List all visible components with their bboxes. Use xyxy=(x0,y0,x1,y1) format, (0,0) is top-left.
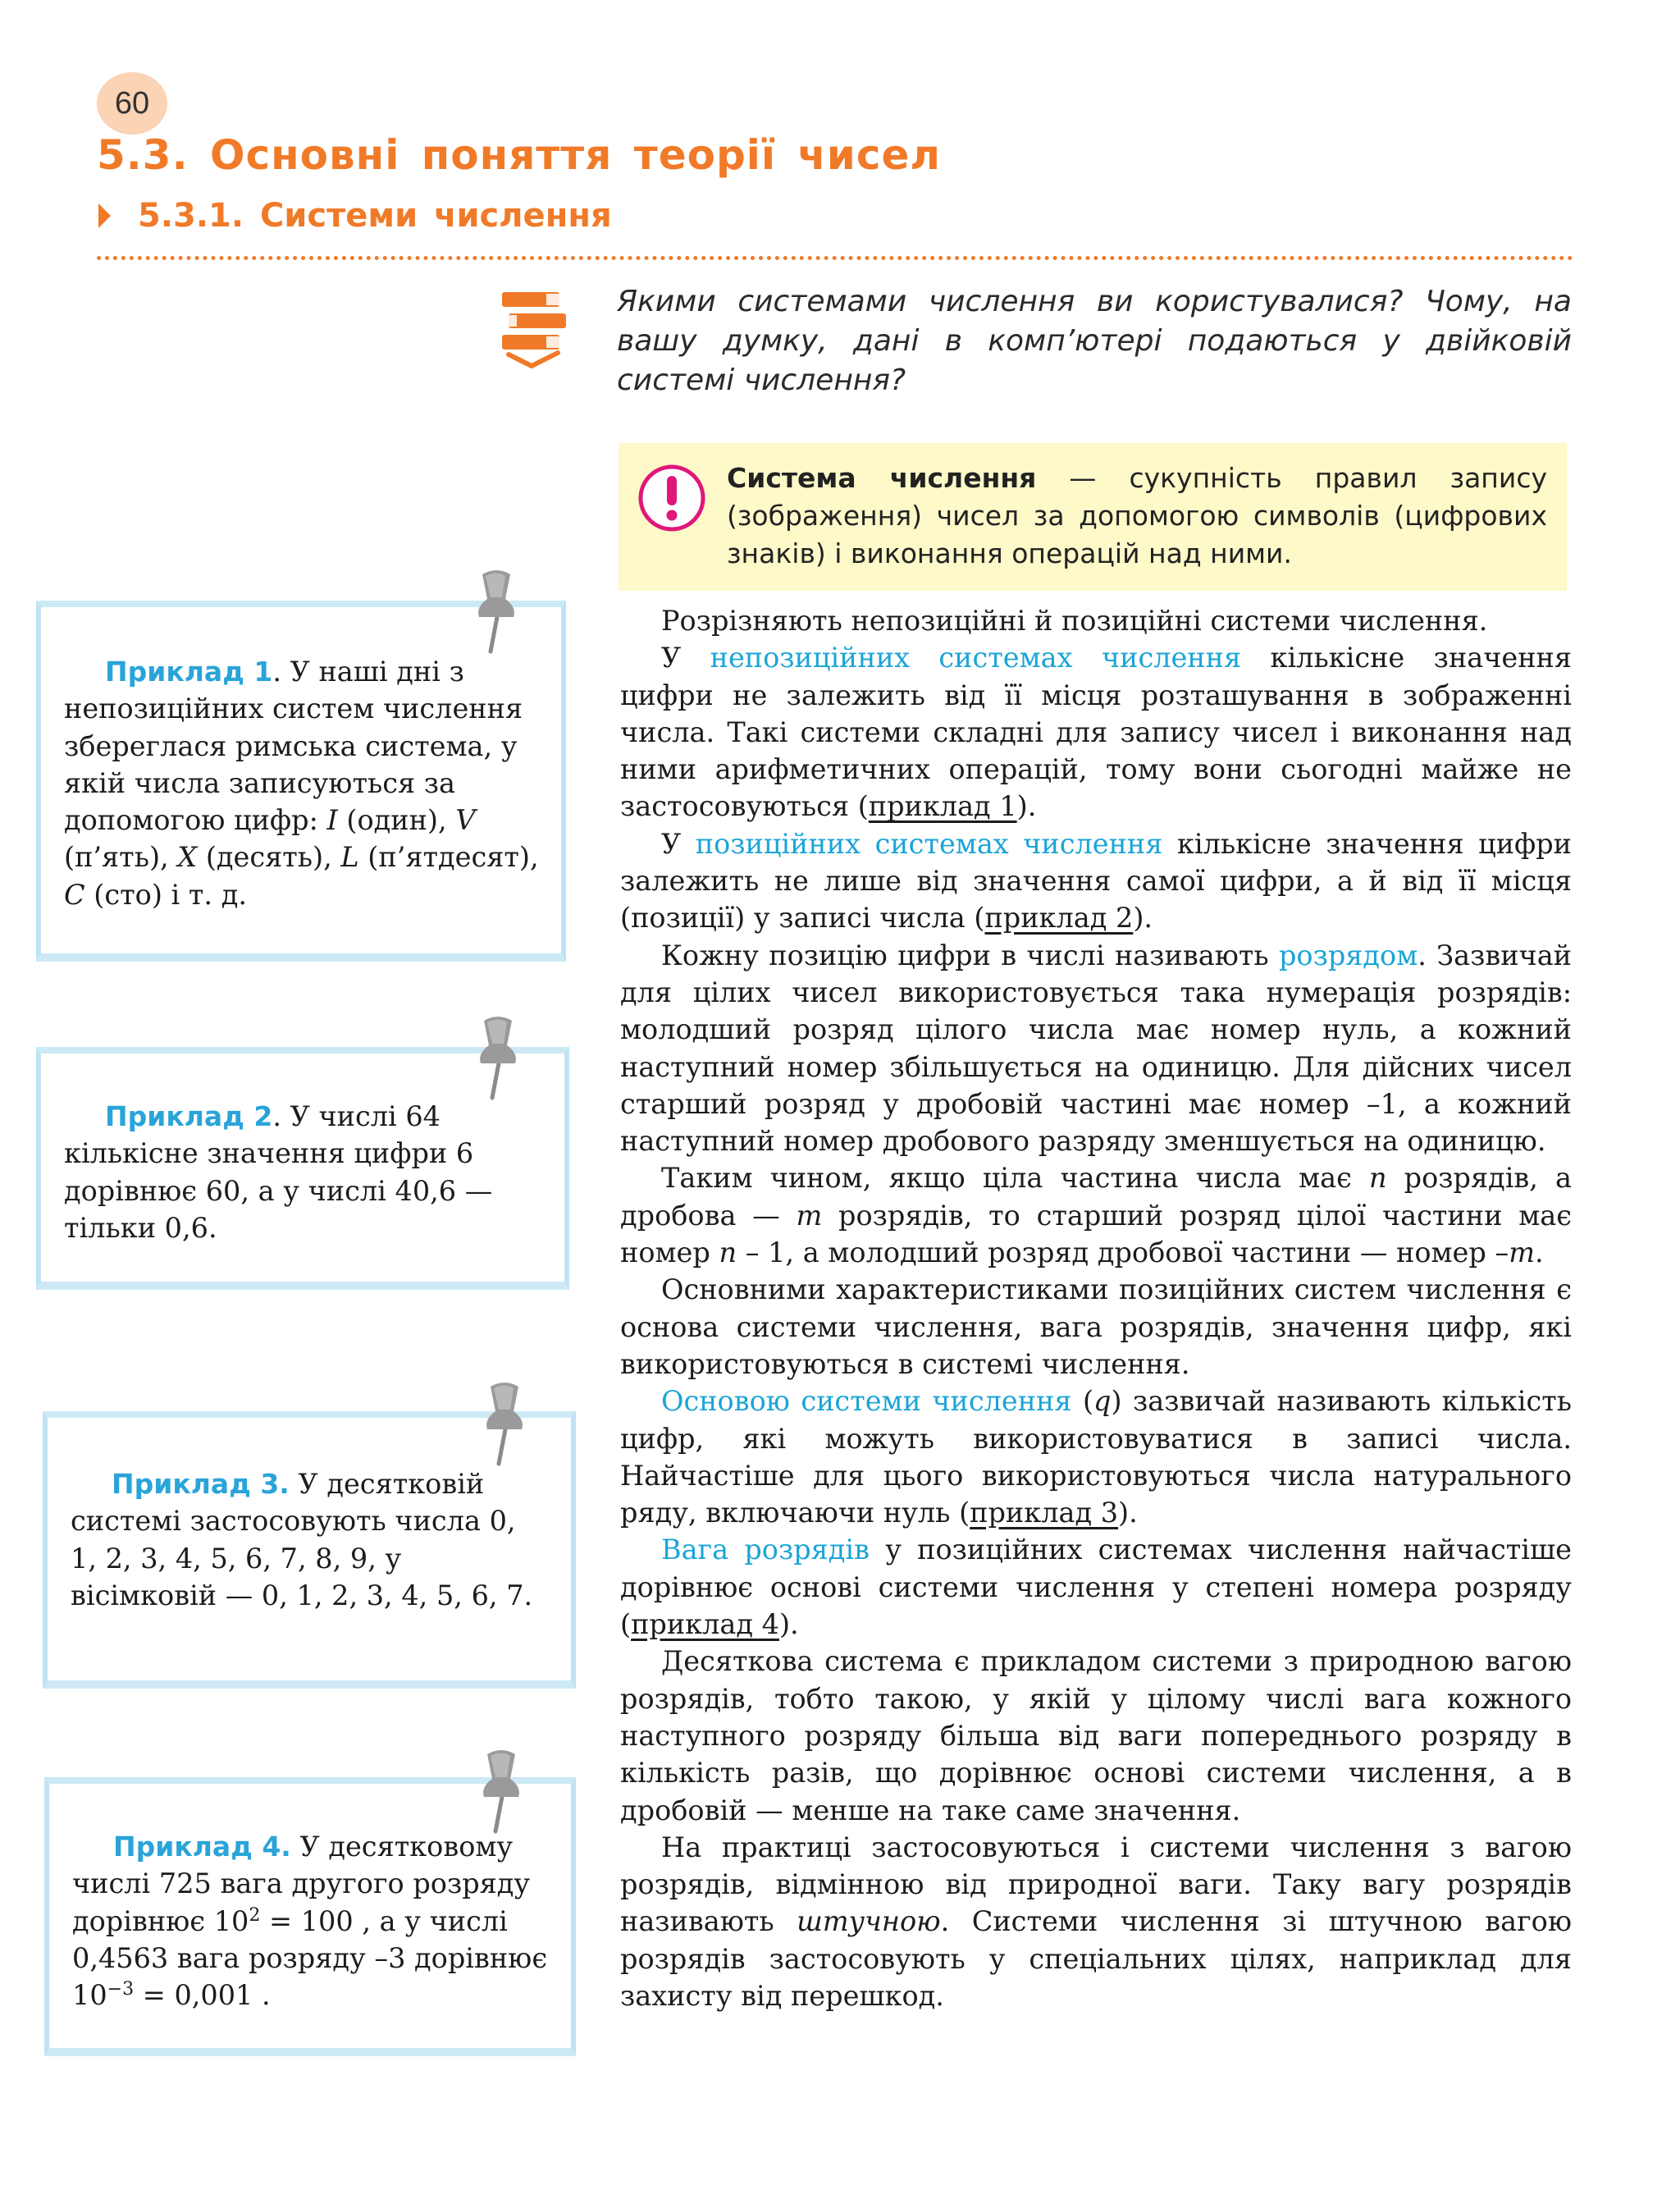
definition-box xyxy=(619,443,1567,591)
term-link: позиційних системах числення xyxy=(695,827,1163,860)
example-1-card: Приклад 1. У наші дні з непозиційних систем числення збереглася римська система, у якій числа записуються за допомогою цифр: I (один), V (п’ять), X (десять), L (п’ятдесят), C (сто) і т. д. xyxy=(36,601,566,962)
paragraph: Кожну позицію цифри в числі називають розрядом. Зазвичай для цілих чисел використовується така нумерація розрядів: молодший розряд цілого числа має номер нуль, а кожний наступний номер збільшується на одиницю. Для дійсних чисел старший розряд у дробовій частині має номер –1, а кожний наступний номер дробового разряду зменшується на одиницю. xyxy=(620,939,1572,1158)
example-label: Приклад 2 xyxy=(105,1100,273,1132)
pushpin-icon xyxy=(476,1378,533,1469)
example-4-ref[interactable]: приклад 4 xyxy=(631,1608,779,1641)
intro-question: Якими системами числення ви користувалися? Чому, на вашу думку, дані в комп’ютері подаються у двійковій системі числення? xyxy=(617,285,1572,397)
example-1-ref[interactable]: приклад 1 xyxy=(868,790,1017,823)
pushpin-icon xyxy=(468,566,525,656)
paragraph: На практиці застосовуються і системи числення з вагою розрядів, відмінною від природної ваги. Таку вагу розрядів називають штучною. Системи числення зі штучною вагою розрядів застосовують у спеціальних цілях, наприклад для захисту від перешкод. xyxy=(620,1831,1572,2012)
definition-body: — сукупність правил запису (зображення) чисел за допомогою символів (цифрових знаків) і виконання операцій над ними. xyxy=(727,462,1547,569)
subsection-arrow-icon xyxy=(98,203,111,228)
heading-divider xyxy=(97,256,1573,260)
paragraph: Розрізняють непозиційні й позиційні системи числення. xyxy=(661,605,1488,637)
definition-term: Система числення xyxy=(727,462,1037,494)
paragraph: У позиційних системах числення кількісне значення цифри залежить не лише від значення самої цифри, а й від її місця (позиції) у записі числа (приклад 2). xyxy=(620,827,1573,935)
books-icon xyxy=(497,284,576,369)
example-label: Приклад 1 xyxy=(105,656,273,688)
page-number: 60 xyxy=(97,72,167,135)
example-label: Приклад 4. xyxy=(113,1831,291,1863)
paragraph: Основою системи числення (q) зазвичай називають кількість цифр, які можуть використовуватися в записі числа. Найчастіше для цього використовуються числа натурального ряду, включаючи нуль (приклад 3). xyxy=(620,1385,1572,1529)
example-label: Приклад 3. xyxy=(112,1468,290,1500)
term-link: розрядом xyxy=(1278,939,1418,971)
example-3-ref[interactable]: приклад 3 xyxy=(970,1497,1119,1529)
paragraph: Десяткова система є прикладом системи з природною вагою розрядів, тобто такою, у якій у цілому числі вага кожного наступного розряду більша від ваги попереднього розряду в кількість разів, що дорівнює основі системи числення, а в дробовій — менше на таке саме значення. xyxy=(620,1645,1572,1826)
definition-text xyxy=(727,459,1547,573)
example-3-card: Приклад 3. У десятковій системі застосовують числа 0, 1, 2, 3, 4, 5, 6, 7, 8, 9, у вісімковій — 0, 1, 2, 3, 4, 5, 6, 7. xyxy=(43,1411,576,1689)
pushpin-icon xyxy=(472,1746,530,1836)
paragraph: Таким чином, якщо ціла частина числа має n розрядів, а дробова — m розрядів, то старший розряд цілої частини має номер n – 1, а молодший розряд дробової частини — номер –m. xyxy=(620,1162,1572,1269)
example-2-card: Приклад 2. У числі 64 кількісне значення цифри 6 дорівнює 60, а у числі 40,6 — тільки 0,6. xyxy=(36,1047,569,1290)
exclamation-icon xyxy=(637,463,707,533)
term-link: непозиційних системах числення xyxy=(710,642,1242,674)
term-link: Вага розрядів xyxy=(661,1534,870,1566)
main-text xyxy=(620,602,1572,2014)
subsection-title: 5.3.1. Системи числення xyxy=(138,197,612,235)
paragraph: Основними характеристиками позиційних систем числення є основа системи числення, вага розрядів, значення цифр, які використовуються в системі числення. xyxy=(620,1273,1572,1380)
section-title: 5.3. Основні поняття теорії чисел xyxy=(97,131,942,179)
term-link: Основою системи числення xyxy=(661,1385,1072,1418)
paragraph: У непозиційних системах числення кількісне значення цифри не залежить від її місця розташування в зображенні числа. Такі системи складні для запису чисел і виконання над ними арифметичних операцій, тому вони сьогодні майже не застосовуються (приклад 1). xyxy=(620,642,1573,823)
paragraph: Вага розрядів у позиційних системах числення найчастіше дорівнює основі системи числення у степені номера розряду (приклад 4). xyxy=(620,1534,1572,1641)
example-4-card: Приклад 4. У десятковому числі 725 вага другого розряду дорівнює $10^2 = 100$ , а у числі 0,4563 вага розряду –3 дорівнює $10^{-3} = 0,001$ . xyxy=(44,1777,576,2056)
pushpin-icon xyxy=(469,1013,527,1103)
example-2-ref[interactable]: приклад 2 xyxy=(984,902,1134,935)
